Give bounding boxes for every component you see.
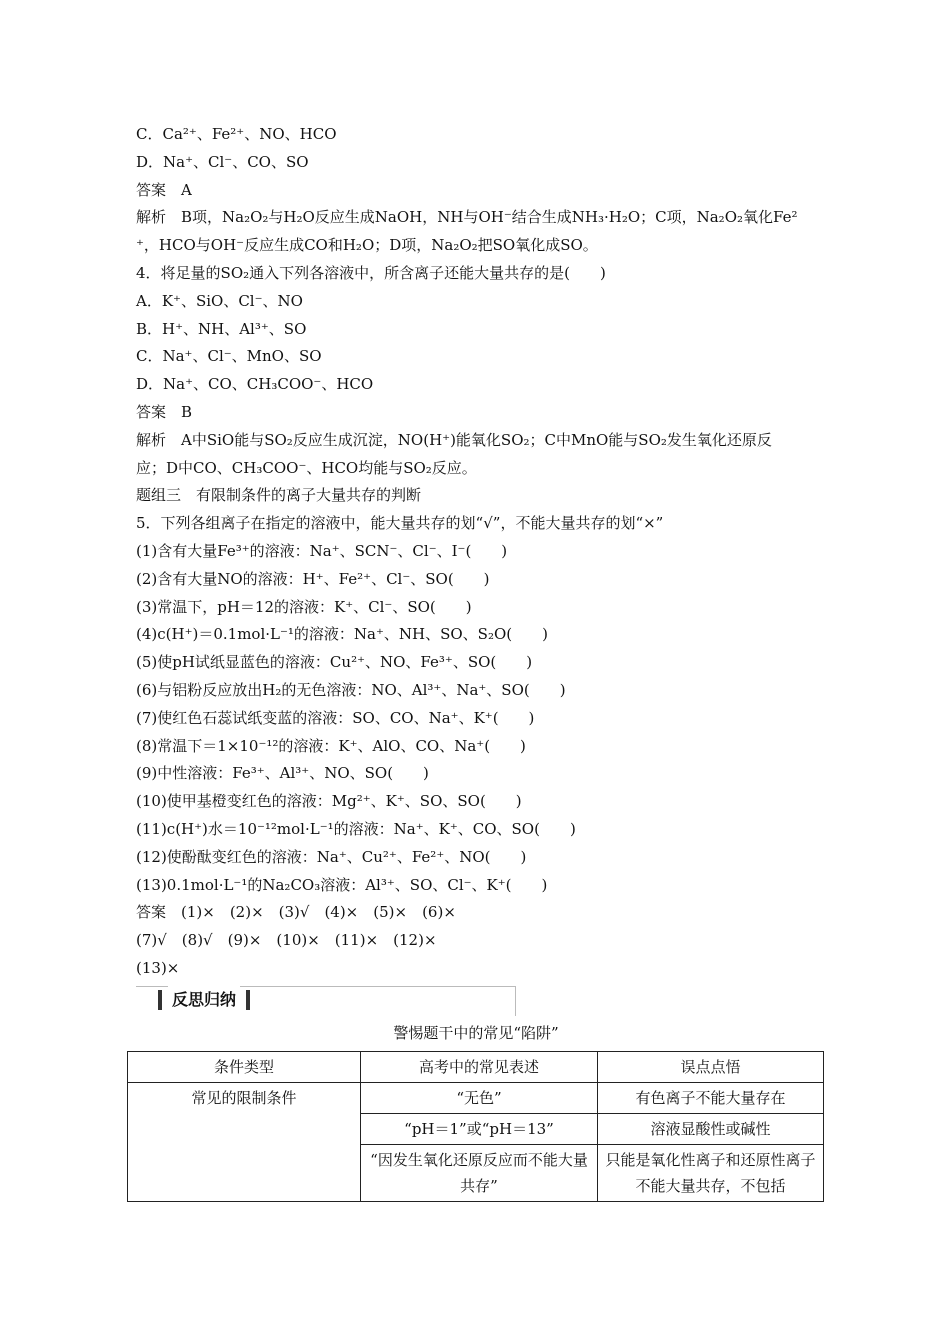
question-5: 5．下列各组离子在指定的溶液中，能大量共存的划“√”，不能大量共存的划“×”: [136, 514, 664, 533]
reflection-banner: [136, 986, 516, 1016]
answer-q4: 答案 B: [136, 402, 193, 421]
analysis-q4-line2: 应；D中CO、CH₃COO⁻、HCO均能与SO₂反应。: [136, 458, 477, 477]
expression-cell: “无色”: [361, 1083, 598, 1114]
item-4: (4)c(H⁺)＝0.1mol·L⁻¹的溶液：Na⁺、NH、SO、S₂O( ): [136, 625, 548, 644]
note-cell: 溶液显酸性或碱性: [598, 1114, 824, 1145]
item-10: (10)使甲基橙变红色的溶液：Mg²⁺、K⁺、SO、SO( ): [136, 792, 522, 811]
item-7: (7)使红色石蕊试纸变蓝的溶液：SO、CO、Na⁺、K⁺( ): [136, 708, 535, 727]
answer-q5-line2: (7)√ (8)√ (9)× (10)× (11)× (12)×: [136, 931, 437, 950]
section-heading: 题组三 有限制条件的离子大量共存的判断: [136, 486, 422, 505]
analysis-q3-line2: ⁺，HCO与OH⁻反应生成CO和H₂O；D项，Na₂O₂把SO氧化成SO。: [136, 236, 598, 255]
answer-q3: 答案 A: [136, 180, 192, 199]
answer-q5-line1: 答案 (1)× (2)× (3)√ (4)× (5)× (6)×: [136, 903, 456, 922]
note-cell: 只能是氧化性离子和还原性离子不能大量共存，不包括: [598, 1145, 824, 1202]
table-caption: 警惕题干中的常见“陷阱”: [393, 1024, 559, 1042]
expression-cell: “因发生氧化还原反应而不能大量共存”: [361, 1145, 598, 1202]
category-cell: 常见的限制条件: [128, 1083, 361, 1202]
table-row: [128, 1083, 824, 1114]
option-d-q4: D．Na⁺、CO、CH₃COO⁻、HCO: [136, 375, 374, 394]
note-cell: 有色离子不能大量存在: [598, 1083, 824, 1114]
banner-bar-left: [158, 990, 162, 1010]
item-11: (11)c(H⁺)水＝10⁻¹²mol·L⁻¹的溶液：Na⁺、K⁺、CO、SO( ): [136, 819, 576, 838]
table-header-row: [128, 1052, 824, 1083]
item-8: (8)常温下＝1×10⁻¹²的溶液：K⁺、AlO、CO、Na⁺( ): [136, 736, 526, 755]
item-6: (6)与铝粉反应放出H₂的无色溶液：NO、Al³⁺、Na⁺、SO( ): [136, 680, 566, 699]
body-text: [136, 121, 826, 983]
item-5: (5)使pH试纸显蓝色的溶液：Cu²⁺、NO、Fe³⁺、SO( ): [136, 653, 533, 672]
option-b-q4: B．H⁺、NH、Al³⁺、SO: [136, 319, 307, 338]
header-pitfall-note: 误点点悟: [598, 1052, 824, 1083]
item-12: (12)使酚酞变红色的溶液：Na⁺、Cu²⁺、Fe²⁺、NO( ): [136, 847, 527, 866]
banner-bar-right: [246, 990, 250, 1010]
item-3: (3)常温下，pH＝12的溶液：K⁺、Cl⁻、SO( ): [136, 597, 472, 616]
expression-cell: “pH＝1”或“pH＝13”: [361, 1114, 598, 1145]
item-2: (2)含有大量NO的溶液：H⁺、Fe²⁺、Cl⁻、SO( ): [136, 569, 490, 588]
item-9: (9)中性溶液：Fe³⁺、Al³⁺、NO、SO( ): [136, 764, 429, 783]
answer-q5-line3: (13)×: [136, 958, 180, 977]
option-d-q3: D．Na⁺、Cl⁻、CO、SO: [136, 152, 309, 171]
option-c-q4: C．Na⁺、Cl⁻、MnO、SO: [136, 347, 322, 366]
item-1: (1)含有大量Fe³⁺的溶液：Na⁺、SCN⁻、Cl⁻、I⁻( ): [136, 541, 508, 560]
analysis-q4-line1: 解析 A中SiO能与SO₂反应生成沉淀，NO(H⁺)能氧化SO₂；C中MnO能与SO₂发生氧化还原反: [136, 430, 772, 449]
banner-label: 反思归纳: [168, 986, 240, 1014]
header-common-expression: 高考中的常见表述: [361, 1052, 598, 1083]
option-a-q4: A．K⁺、SiO、Cl⁻、NO: [136, 291, 303, 310]
question-4: 4．将足量的SO₂通入下列各溶液中，所含离子还能大量共存的是( ): [136, 263, 606, 282]
option-c-q3: C．Ca²⁺、Fe²⁺、NO、HCO: [136, 125, 337, 143]
header-condition-type: 条件类型: [128, 1052, 361, 1083]
analysis-q3-line1: 解析 B项，Na₂O₂与H₂O反应生成NaOH，NH与OH⁻结合生成NH₃·H₂O；C项，Na₂O₂氧化Fe²: [136, 208, 798, 227]
item-13: (13)0.1mol·L⁻¹的Na₂CO₃溶液：Al³⁺、SO、Cl⁻、K⁺( ): [136, 875, 548, 894]
traps-table: [127, 1051, 824, 1202]
